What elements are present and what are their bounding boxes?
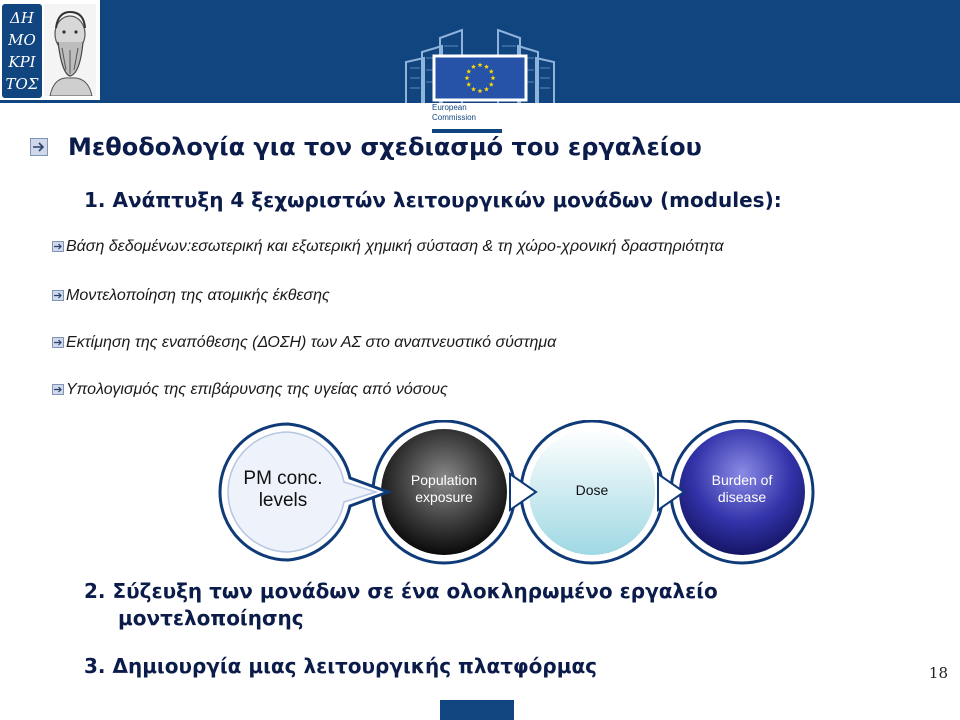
- european-commission-label: [432, 103, 502, 133]
- step-1-line2: levels: [258, 490, 308, 511]
- eu-star-icon: [489, 69, 494, 74]
- logo-letter-line: ΜΟ: [8, 31, 36, 49]
- page-number: 18: [928, 664, 948, 682]
- eu-star-icon: [489, 82, 494, 87]
- numbered-item-1: 1. Ανάπτυξη 4 ξεχωριστών λειτουργικών μονάδων (modules):: [84, 188, 782, 212]
- bullet-item: [52, 381, 952, 399]
- header-bar: [0, 0, 960, 103]
- ec-label-line2: Commission: [432, 113, 477, 122]
- democritus-portrait-icon: [44, 4, 96, 96]
- process-step-3-label: [532, 482, 652, 499]
- item-2-line1: 2. Σύζευξη των μονάδων σε ένα ολοκληρωμένο εργαλείο: [84, 579, 718, 603]
- process-step-1-label: [218, 468, 348, 512]
- step-4-line1: Burden of: [711, 472, 773, 488]
- process-step-4-label: [682, 472, 802, 506]
- eu-star-icon: [471, 87, 476, 92]
- item-2-line2: μοντελοποίησης: [118, 606, 304, 630]
- footer-flag-bar: [440, 700, 514, 720]
- arrow-right-icon: [52, 337, 64, 348]
- logo-letter-line: ΚΡΙ: [8, 53, 36, 71]
- numbered-item-2: [84, 578, 718, 632]
- arrow-right-icon: [52, 290, 64, 301]
- logo-letter-line: ΤΟΣ: [5, 75, 39, 93]
- arrow-right-icon: [30, 138, 48, 156]
- bullet-item: [52, 334, 952, 352]
- bullet-text: Μοντελοποίηση της ατομικής έκθεσης: [66, 287, 330, 304]
- slide-title: Μεθοδολογία για τον σχεδιασμό του εργαλείου: [68, 133, 702, 161]
- bullet-item: [52, 238, 952, 256]
- numbered-item-3: 3. Δημιουργία μιας λειτουργικής πλατφόρμας: [84, 654, 598, 678]
- eu-star-icon: [484, 87, 489, 92]
- logo-letters: [2, 4, 42, 98]
- eu-star-icon: [491, 75, 496, 80]
- eu-star-icon: [471, 64, 476, 69]
- step-1-line1: PM conc.: [243, 468, 323, 489]
- logo-letter-line: ΔΗ: [10, 9, 34, 27]
- eu-star-icon: [484, 64, 489, 69]
- bullet-text: Υπολογισμός της επιβάρυνσης της υγείας από νόσους: [66, 381, 448, 398]
- eu-stars-icon: [434, 56, 526, 100]
- step-4-line2: disease: [717, 489, 767, 505]
- ec-label-line1: European: [432, 103, 467, 112]
- bullet-item: [52, 287, 952, 305]
- arrow-right-icon: [52, 241, 64, 252]
- bullet-text: Εκτίμηση της εναπόθεσης (ΔΟΣΗ) των ΑΣ στο αναπνευστικό σύστημα: [66, 334, 557, 351]
- eu-star-icon: [478, 62, 483, 67]
- step-3-line1: Dose: [575, 482, 609, 498]
- eu-star-icon: [466, 82, 471, 87]
- eu-star-icon: [478, 88, 483, 93]
- eu-star-icon: [466, 69, 471, 74]
- arrow-right-icon: [52, 384, 64, 395]
- eu-star-icon: [465, 75, 470, 80]
- process-step-2-label: [384, 472, 504, 506]
- democritus-logo: [0, 0, 100, 100]
- process-diagram: [200, 420, 820, 570]
- step-2-line2: exposure: [415, 489, 473, 505]
- step-2-line1: Population: [410, 472, 478, 488]
- bullet-text: Βάση δεδομένων:εσωτερική και εξωτερική χημική σύσταση & τη χώρο-χρονική δραστηριότητα: [66, 238, 724, 255]
